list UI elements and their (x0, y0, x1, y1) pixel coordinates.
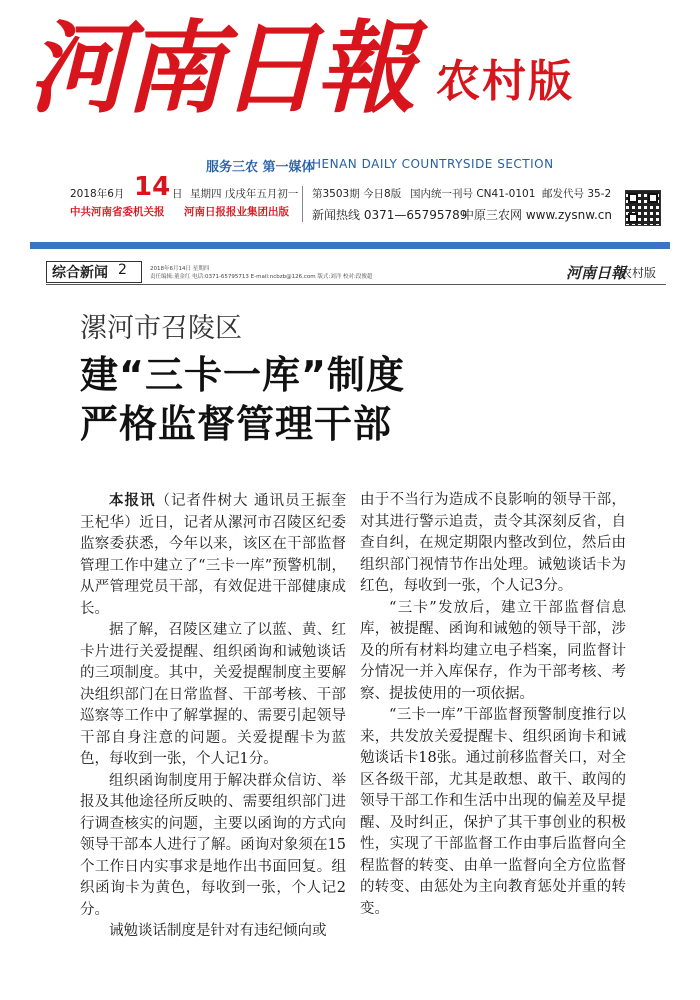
section-logo-sub: 农村版 (620, 266, 657, 280)
masthead-title: 河南日報 (28, 9, 412, 127)
paragraph: “三卡”发放后，建立干部监督信息库，被提醒、函询和诫勉的领导干部，涉及的所有材料均建立电子档案，同监督计分情况一并入库保存，作为干部考核、考察、提拔使用的一项依据。 (360, 599, 626, 702)
lead-tag: 本报讯 (109, 492, 156, 509)
paragraph: 据了解，召陵区建立了以蓝、黄、红卡片进行关爱提醒、组织函询和诫勉谈话的三项制度。其中，关爱提醒制度主要解决组织部门在日常监督、干部考核、干部巡察等工作中了解掌握的、需要引起领导干部自身注意的问题。关爱提醒卡为蓝色，每收到一张，个人记1分。 (80, 622, 346, 767)
lead-text: 近日，记者从漯河市召陵区纪委监察委获悉，今年以来，该区在干部监督管理工作中建立了“三卡一库”预警机制，从严管理党员干部，有效促进干部健康成长。 (80, 514, 347, 617)
section-meta-date: 2018年6月14日 星期四 (150, 266, 210, 272)
paragraph: 诫勉谈话制度是针对有违纪倾向或 (109, 923, 327, 939)
article-column-2 (360, 490, 626, 920)
cn-number: 国内统一刊号 CN41-0101 (410, 188, 536, 200)
date-day: 14 (134, 172, 171, 202)
headline-line-2: 严格监督管理干部 (80, 402, 393, 446)
news-hotline: 新闻热线 0371—65795789 (312, 208, 468, 222)
section-name: 综合新闻 (52, 265, 108, 281)
article-kicker: 漯河市召陵区 (80, 313, 242, 344)
qr-code-icon (625, 190, 661, 226)
date-year-month: 2018年6月 (70, 188, 125, 200)
postal-code: 邮发代号 35-2 (542, 188, 612, 200)
weekday-lunar: 星期四 戊戌年五月初一 (190, 188, 299, 200)
lead-byline: （记者件树大 通讯员王振奎 王杞华） (80, 493, 347, 531)
paragraph: 组织函询制度用于解决群众信访、举报及其他途径所反映的、需要组织部门进行调查核实的问题，主要以函询的方式向领导干部本人进行了解。函询对象须在15个工作日内实事求是地作出书面回复。组织函询卡为黄色，每收到一张，个人记2分。 (80, 772, 346, 918)
tagline-cn: 服务三农 第一媒体 (206, 160, 315, 175)
paragraph: 由于不当行为造成不良影响的领导干部，对其进行警示追责，责令其深刻反省，自查自纠，在规定期限内整改到位，然后由组织部门视情节作出处理。诫勉谈话卡为红色，每收到一张，个人记3分。 (360, 492, 626, 594)
article-column-1 (80, 490, 346, 943)
publisher: 河南日报报业集团出版 (184, 206, 289, 218)
date-day-suffix: 日 (172, 188, 183, 200)
paragraph: “三卡一库”干部监督预警制度推行以来，共发放关爱提醒卡、组织函询卡和诫勉谈话卡18张。通过前移监督关口，对全区各级干部，尤其是敢想、敢干、敢闯的领导干部工作和生活中出现的偏差及早提醒、及时纠正，保护了其干事创业的积极性，实现了干部监督工作由事后监督向全程监督的转变、由单一监督向全方位监督的转变、由惩处为主向教育惩处并重的转变。 (360, 707, 626, 917)
masthead-divider-bar (30, 242, 670, 249)
website[interactable]: 中原三农网 www.zysnw.cn (462, 208, 612, 222)
issue-number: 第3503期 今日8版 (312, 188, 402, 200)
section-rule (46, 284, 666, 285)
tagline-en: HENAN DAILY COUNTRYSIDE SECTION (312, 157, 554, 171)
masthead-subtitle: 农村版 (436, 56, 574, 107)
organizer: 中共河南省委机关报 (70, 206, 165, 218)
section-logo: 河南日報 (566, 264, 627, 282)
section-meta-editors: 责任编辑:董金红 电话:0371-65795713 E-mail:ncbzb@126.com 版式:刘洋 校对:段俊超 (150, 274, 373, 280)
headline-line-1: 建“三卡一库”制度 (80, 353, 405, 397)
lead-paragraph (80, 490, 346, 620)
page-number: 2 (118, 262, 127, 278)
dateline-divider (302, 186, 303, 222)
